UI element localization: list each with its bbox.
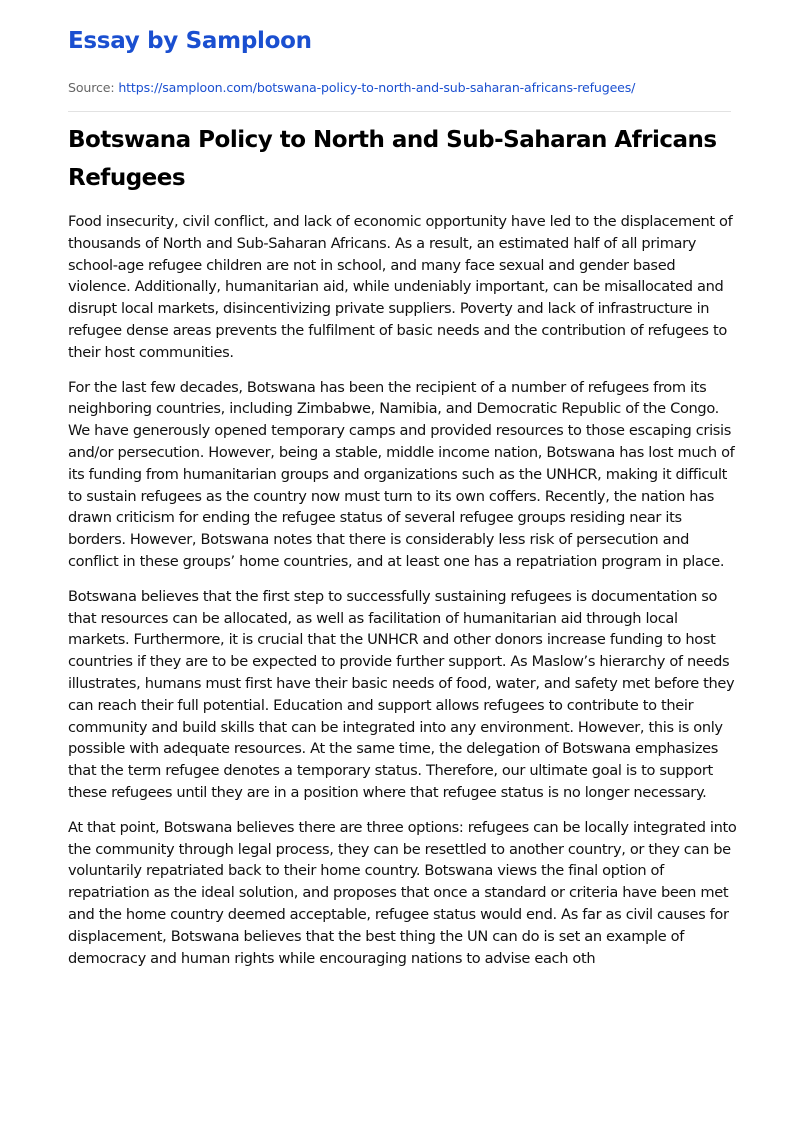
- article-body: [68, 211, 740, 982]
- paragraph: For the last few decades, Botswana has been the recipient of a number of refugees from its neighboring countries, including Zimbabwe, Namibia, and Democratic Republic of the Congo. We have generously opened temporary camps and provided resources to those escaping crisis and/or persecution. However, being a stable, middle income nation, Botswana has lost much of its funding from humanitarian groups and organizations such as the UNHCR, making it difficult to sustain refugees as the country now must turn to its own coffers. Recently, the nation has drawn criticism for ending the refugee status of several refugee groups residing near its borders. However, Botswana notes that there is considerably less risk of persecution and conflict in these groups’ home countries, and at least one has a repatriation program in place.: [68, 378, 735, 570]
- source-link[interactable]: https://samploon.com/botswana-policy-to-north-and-sub-saharan-africans-refugees/: [118, 80, 636, 95]
- paragraph: Food insecurity, civil conflict, and lack of economic opportunity have led to the displacement of thousands of North and Sub-Saharan Africans. As a result, an estimated half of all primary school-age refugee children are not in school, and many face sexual and gender based violence. Additionally, humanitarian aid, while undeniably important, can be misallocated and disrupt local markets, disincentivizing private suppliers. Poverty and lack of infrastructure in refugee dense areas prevents the fulfilment of basic needs and the contribution of refugees to their host communities.: [68, 213, 733, 361]
- article-title: Botswana Policy to North and Sub-Saharan Africans Refugees: [68, 127, 717, 191]
- paragraph: At that point, Botswana believes there are three options: refugees can be locally integrated into the community through legal process, they can be resettled to another country, or they can be voluntarily repatriated back to their home country. Botswana views the final option of repatriation as the ideal solution, and proposes that once a standard or criteria have been met and the home country deemed acceptable, refugee status would end. As far as civil causes for displacement, Botswana believes that the best thing the UN can do is set an example of democracy and human rights while encouraging nations to advise each oth: [68, 818, 737, 967]
- paragraph: Botswana believes that the first step to successfully sustaining refugees is documentation so that resources can be allocated, as well as facilitation of humanitarian aid through local markets. Furthermore, it is crucial that the UNHCR and other donors increase funding to host countries if they are to be expected to provide further support. As Maslow’s hierarchy of needs illustrates, humans must first have their basic needs of food, water, and safety met before they can reach their full potential. Education and support allows refugees to contribute to their community and build skills that can be integrated into any environment. However, this is only possible with adequate resources. At the same time, the delegation of Botswana emphasizes that the term refugee denotes a temporary status. Therefore, our ultimate goal is to support these refugees until they are in a position where that refugee status is no longer necessary.: [68, 587, 735, 801]
- header-divider: [68, 111, 731, 112]
- site-brand: Essay by Samploon: [68, 28, 312, 54]
- source-line: [68, 80, 635, 95]
- source-label: Source:: [68, 80, 115, 95]
